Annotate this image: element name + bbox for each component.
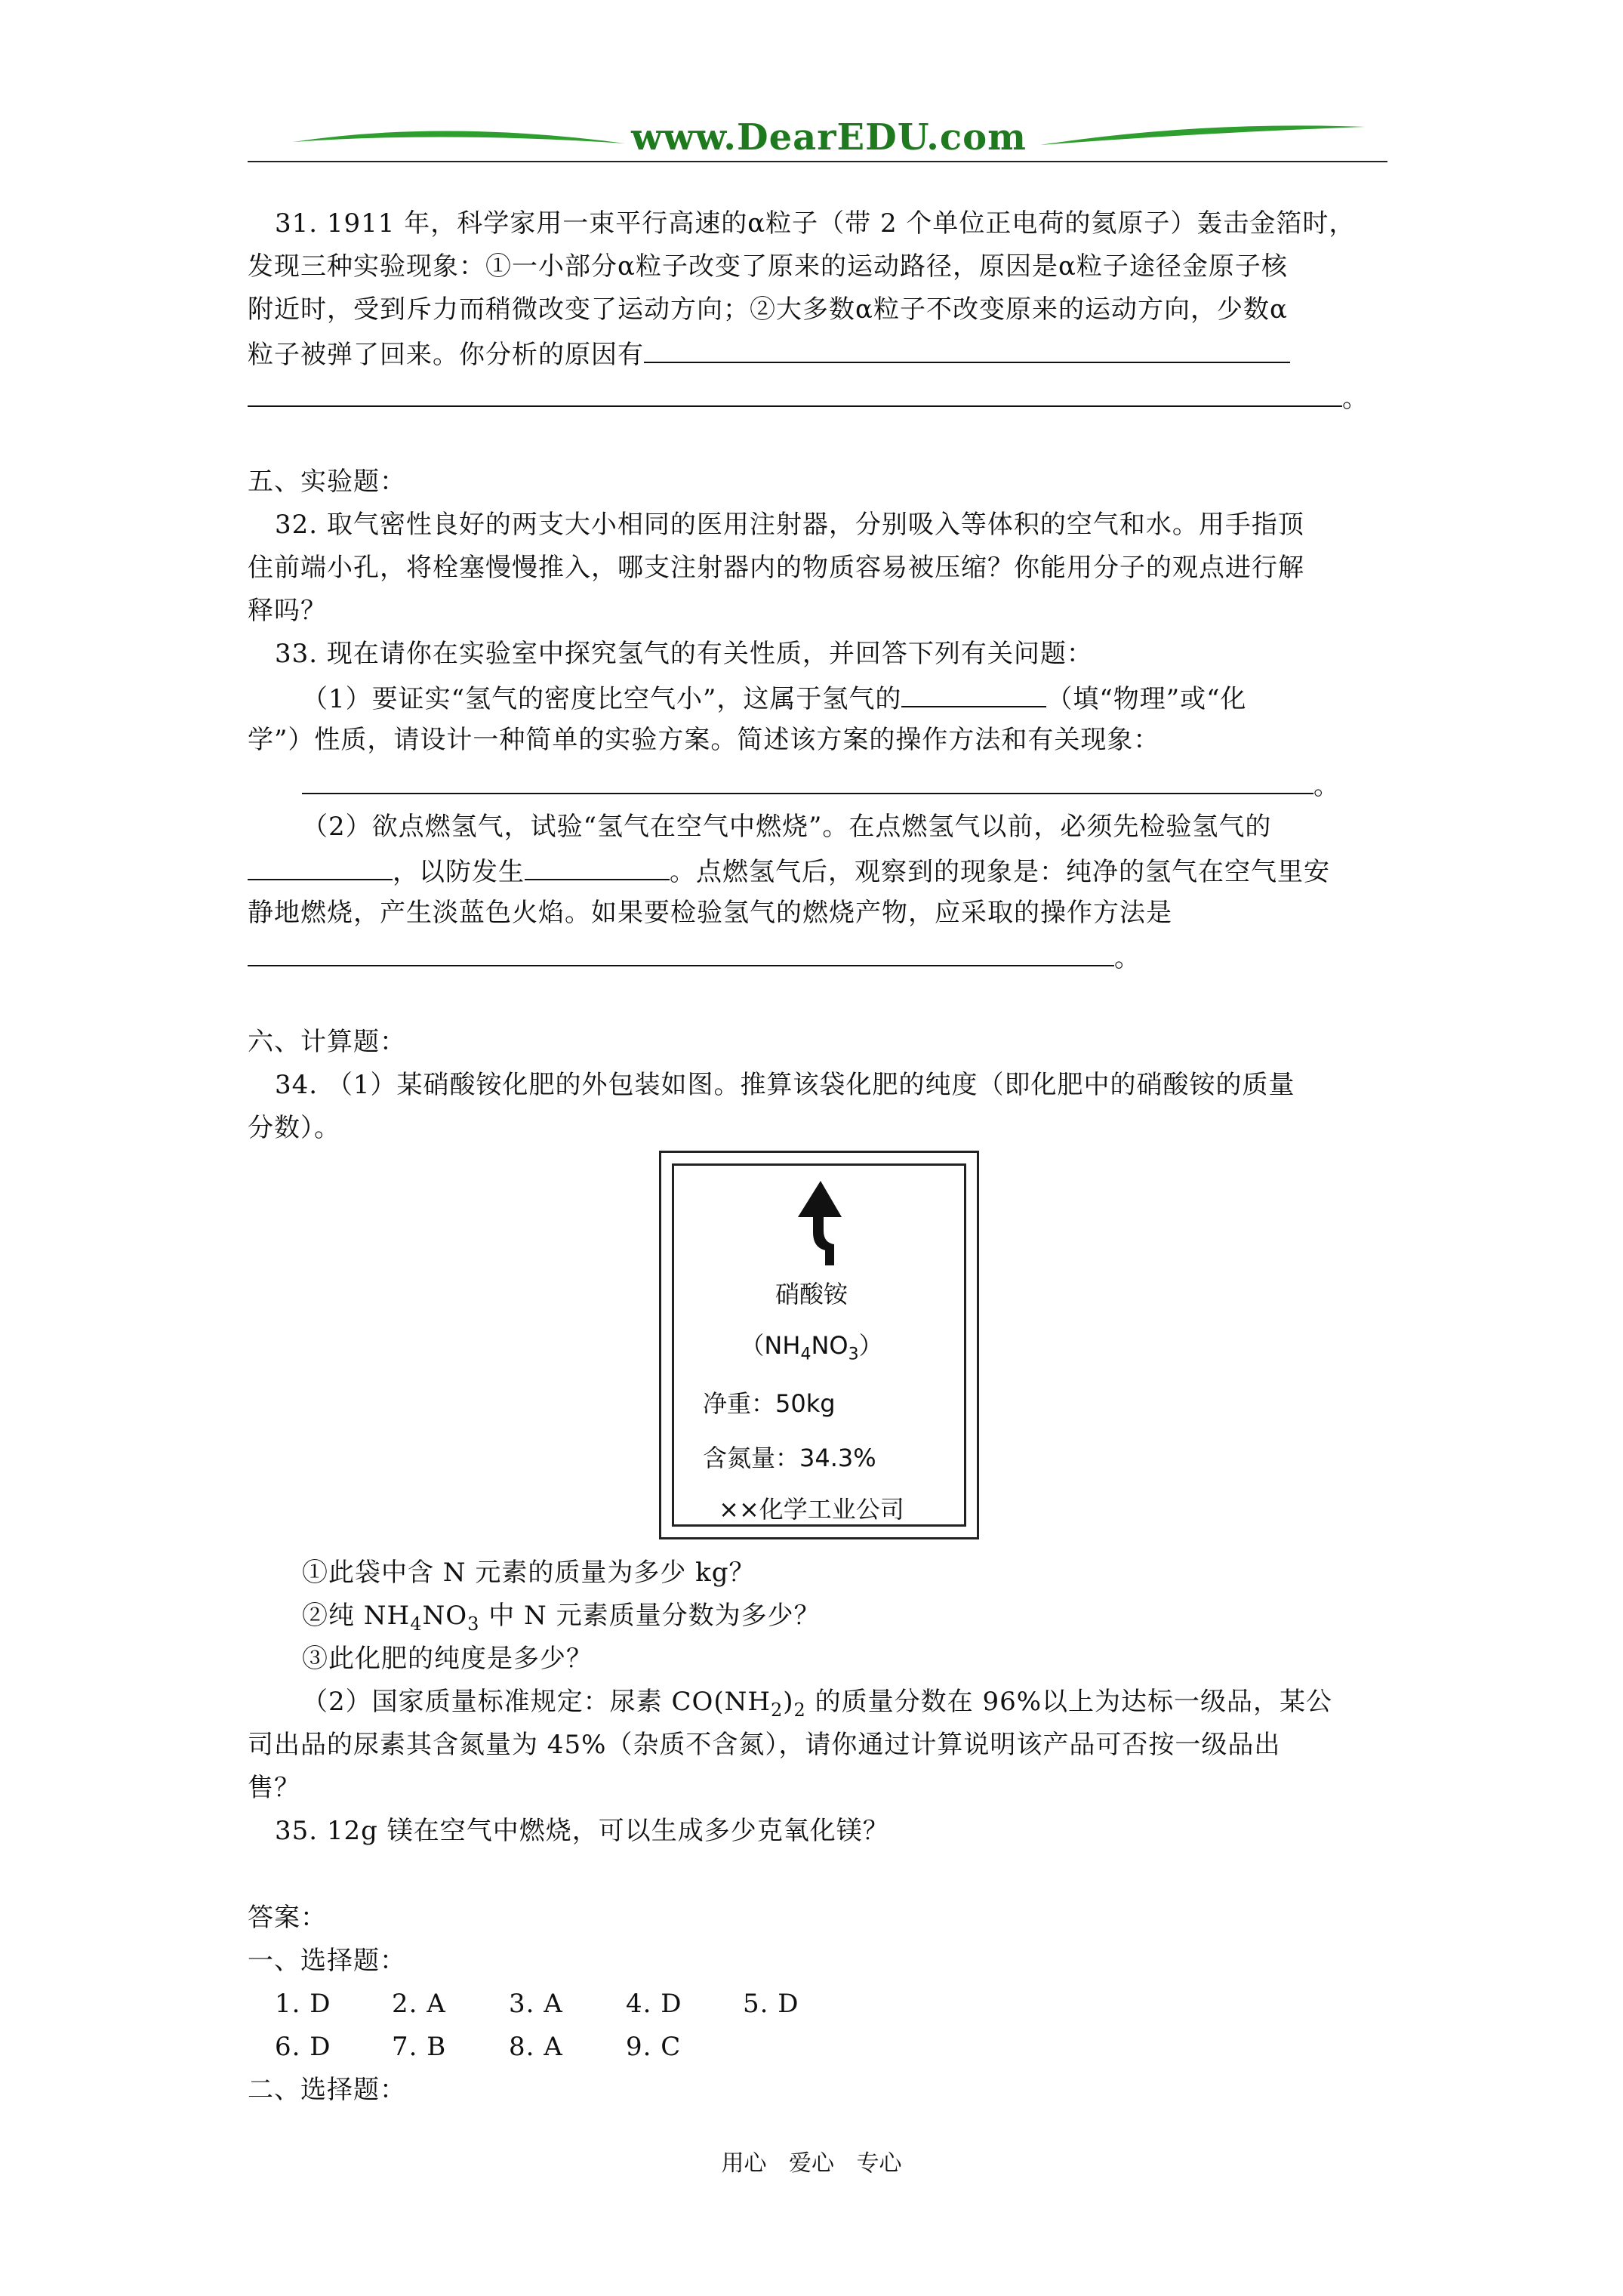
header-rule — [248, 161, 1387, 162]
page-footer: 用心 爱心 专心 — [721, 2150, 902, 2177]
answers-section-1: 一、选择题： — [248, 1946, 406, 1976]
q33-p1-line-3: 。 — [302, 763, 1340, 808]
section-5-title: 五、实验题： — [248, 467, 406, 497]
q32-line-1: 32. 取气密性良好的两支大小相同的医用注射器，分别吸入等体积的空气和水。用手指顶 — [275, 510, 1304, 540]
q31-answer-blank-1[interactable] — [644, 331, 1290, 363]
q33-check-blank[interactable] — [248, 849, 393, 880]
q33-p2-line-3: 静地燃烧，产生淡蓝色火焰。如果要检验氢气的燃烧产物，应采取的操作方法是 — [248, 898, 1172, 928]
q33-p2-line-2: ，以防发生 。点燃氢气后，观察到的现象是：纯净的氢气在空气里安 — [248, 849, 1330, 894]
q34-line-2: 分数）。 — [248, 1113, 340, 1143]
answer-item: 3. A — [509, 1989, 563, 2019]
q31-line-2: 发现三种实验现象：①一小部分α粒子改变了原来的运动路径，原因是α粒子途径金原子核 — [248, 251, 1288, 282]
q33-p1-line-2: 学”）性质，请设计一种简单的实验方案。简述该方案的操作方法和有关现象： — [248, 725, 1160, 755]
q34-sub-1: ①此袋中含 N 元素的质量为多少 kg？ — [302, 1558, 756, 1588]
q31-line-4 — [248, 331, 1290, 377]
q33-p2-line-4: 。 — [248, 935, 1141, 980]
q33-property-blank[interactable] — [901, 676, 1046, 707]
answer-item: 5. D — [743, 1989, 799, 2019]
label-nitrogen-content: 含氮量：34.3% — [703, 1444, 876, 1472]
q32-line-2: 住前端小孔，将栓塞慢慢推入，哪支注射器内的物质容易被压缩？你能用分子的观点进行解 — [248, 553, 1304, 583]
q33-product-blank[interactable] — [248, 935, 1114, 966]
page-header — [248, 113, 1387, 162]
answer-item: 6. D — [275, 2032, 331, 2062]
q34-p2-line-1: （2）国家质量标准规定：尿素 $CO(NH_2)_2$ 的质量分数在 96%以上为达标一级品，某公 — [302, 1687, 1333, 1721]
answer-item: 9. C — [626, 2032, 682, 2062]
q34-p2-line-3: 售？ — [248, 1773, 300, 1803]
fertilizer-label — [659, 1151, 979, 1539]
q31-line-4-text: 粒子被弹了回来。你分析的原因有 — [248, 340, 644, 370]
q31-line-5: 。 — [248, 375, 1369, 421]
q33-p1-line-1: （1）要证实“氢气的密度比空气小”，这属于氢气的 （填“物理”或“化 — [302, 676, 1247, 721]
q33-prevent-blank[interactable] — [525, 849, 670, 880]
q31-answer-blank-2[interactable] — [248, 375, 1342, 407]
q32-line-3: 释吗？ — [248, 596, 327, 626]
q33-method-blank[interactable] — [302, 763, 1313, 794]
answer-item: 4. D — [626, 1989, 682, 2019]
swoosh-right-icon — [1033, 113, 1380, 159]
answer-item: 8. A — [509, 2032, 563, 2062]
q31-line-3: 附近时，受到斥力而稍微改变了运动方向；②大多数α粒子不改变原来的运动方向，少数α — [248, 294, 1288, 325]
label-formula: $(NH_4NO_3)$ — [740, 1331, 883, 1364]
answers-row-2 — [275, 2026, 743, 2069]
q33-intro: 33. 现在请你在实验室中探究氢气的有关性质，并回答下列有关问题： — [275, 639, 1093, 669]
site-logo: www.DearEDU.com — [631, 116, 1027, 159]
q33-p2-line-1: （2）欲点燃氢气，试验“氢气在空气中燃烧”。在点燃氢气以前，必须先检验氢气的 — [302, 812, 1272, 842]
q34-sub-2: ②纯 $NH_4NO_3$ 中 N 元素质量分数为多少？ — [302, 1601, 821, 1635]
section-6-title: 六、计算题： — [248, 1027, 406, 1057]
answers-title: 答案： — [248, 1903, 327, 1933]
answer-item: 1. D — [275, 1989, 331, 2019]
q34-sub-3: ③此化肥的纯度是多少？ — [302, 1644, 593, 1674]
answer-item: 2. A — [392, 1989, 446, 2019]
answer-item: 7. B — [392, 2032, 447, 2062]
answers-row-1 — [275, 1983, 860, 2026]
q34-line-1: 34. （1）某硝酸铵化肥的外包装如图。推算该袋化肥的纯度（即化肥中的硝酸铵的质量 — [275, 1070, 1295, 1100]
swoosh-left-icon — [248, 113, 640, 159]
q35-text: 35. 12g 镁在空气中燃烧，可以生成多少克氧化镁？ — [275, 1816, 889, 1846]
q34-p2-line-2: 司出品的尿素其含氮量为 45%（杂质不含氮），请你通过计算说明该产品可否按一级品出 — [248, 1730, 1281, 1760]
label-company: ××化学工业公司 — [719, 1495, 904, 1524]
fertilizer-logo-icon — [787, 1178, 855, 1268]
answers-section-2: 二、选择题： — [248, 2075, 406, 2105]
label-net-weight: 净重：50kg — [703, 1389, 836, 1418]
label-product-name: 硝酸铵 — [775, 1280, 848, 1308]
q31-line-1: 31. 1911 年，科学家用一束平行高速的α粒子（带 2 个单位正电荷的氦原子）轰击金箔时， — [275, 208, 1356, 239]
